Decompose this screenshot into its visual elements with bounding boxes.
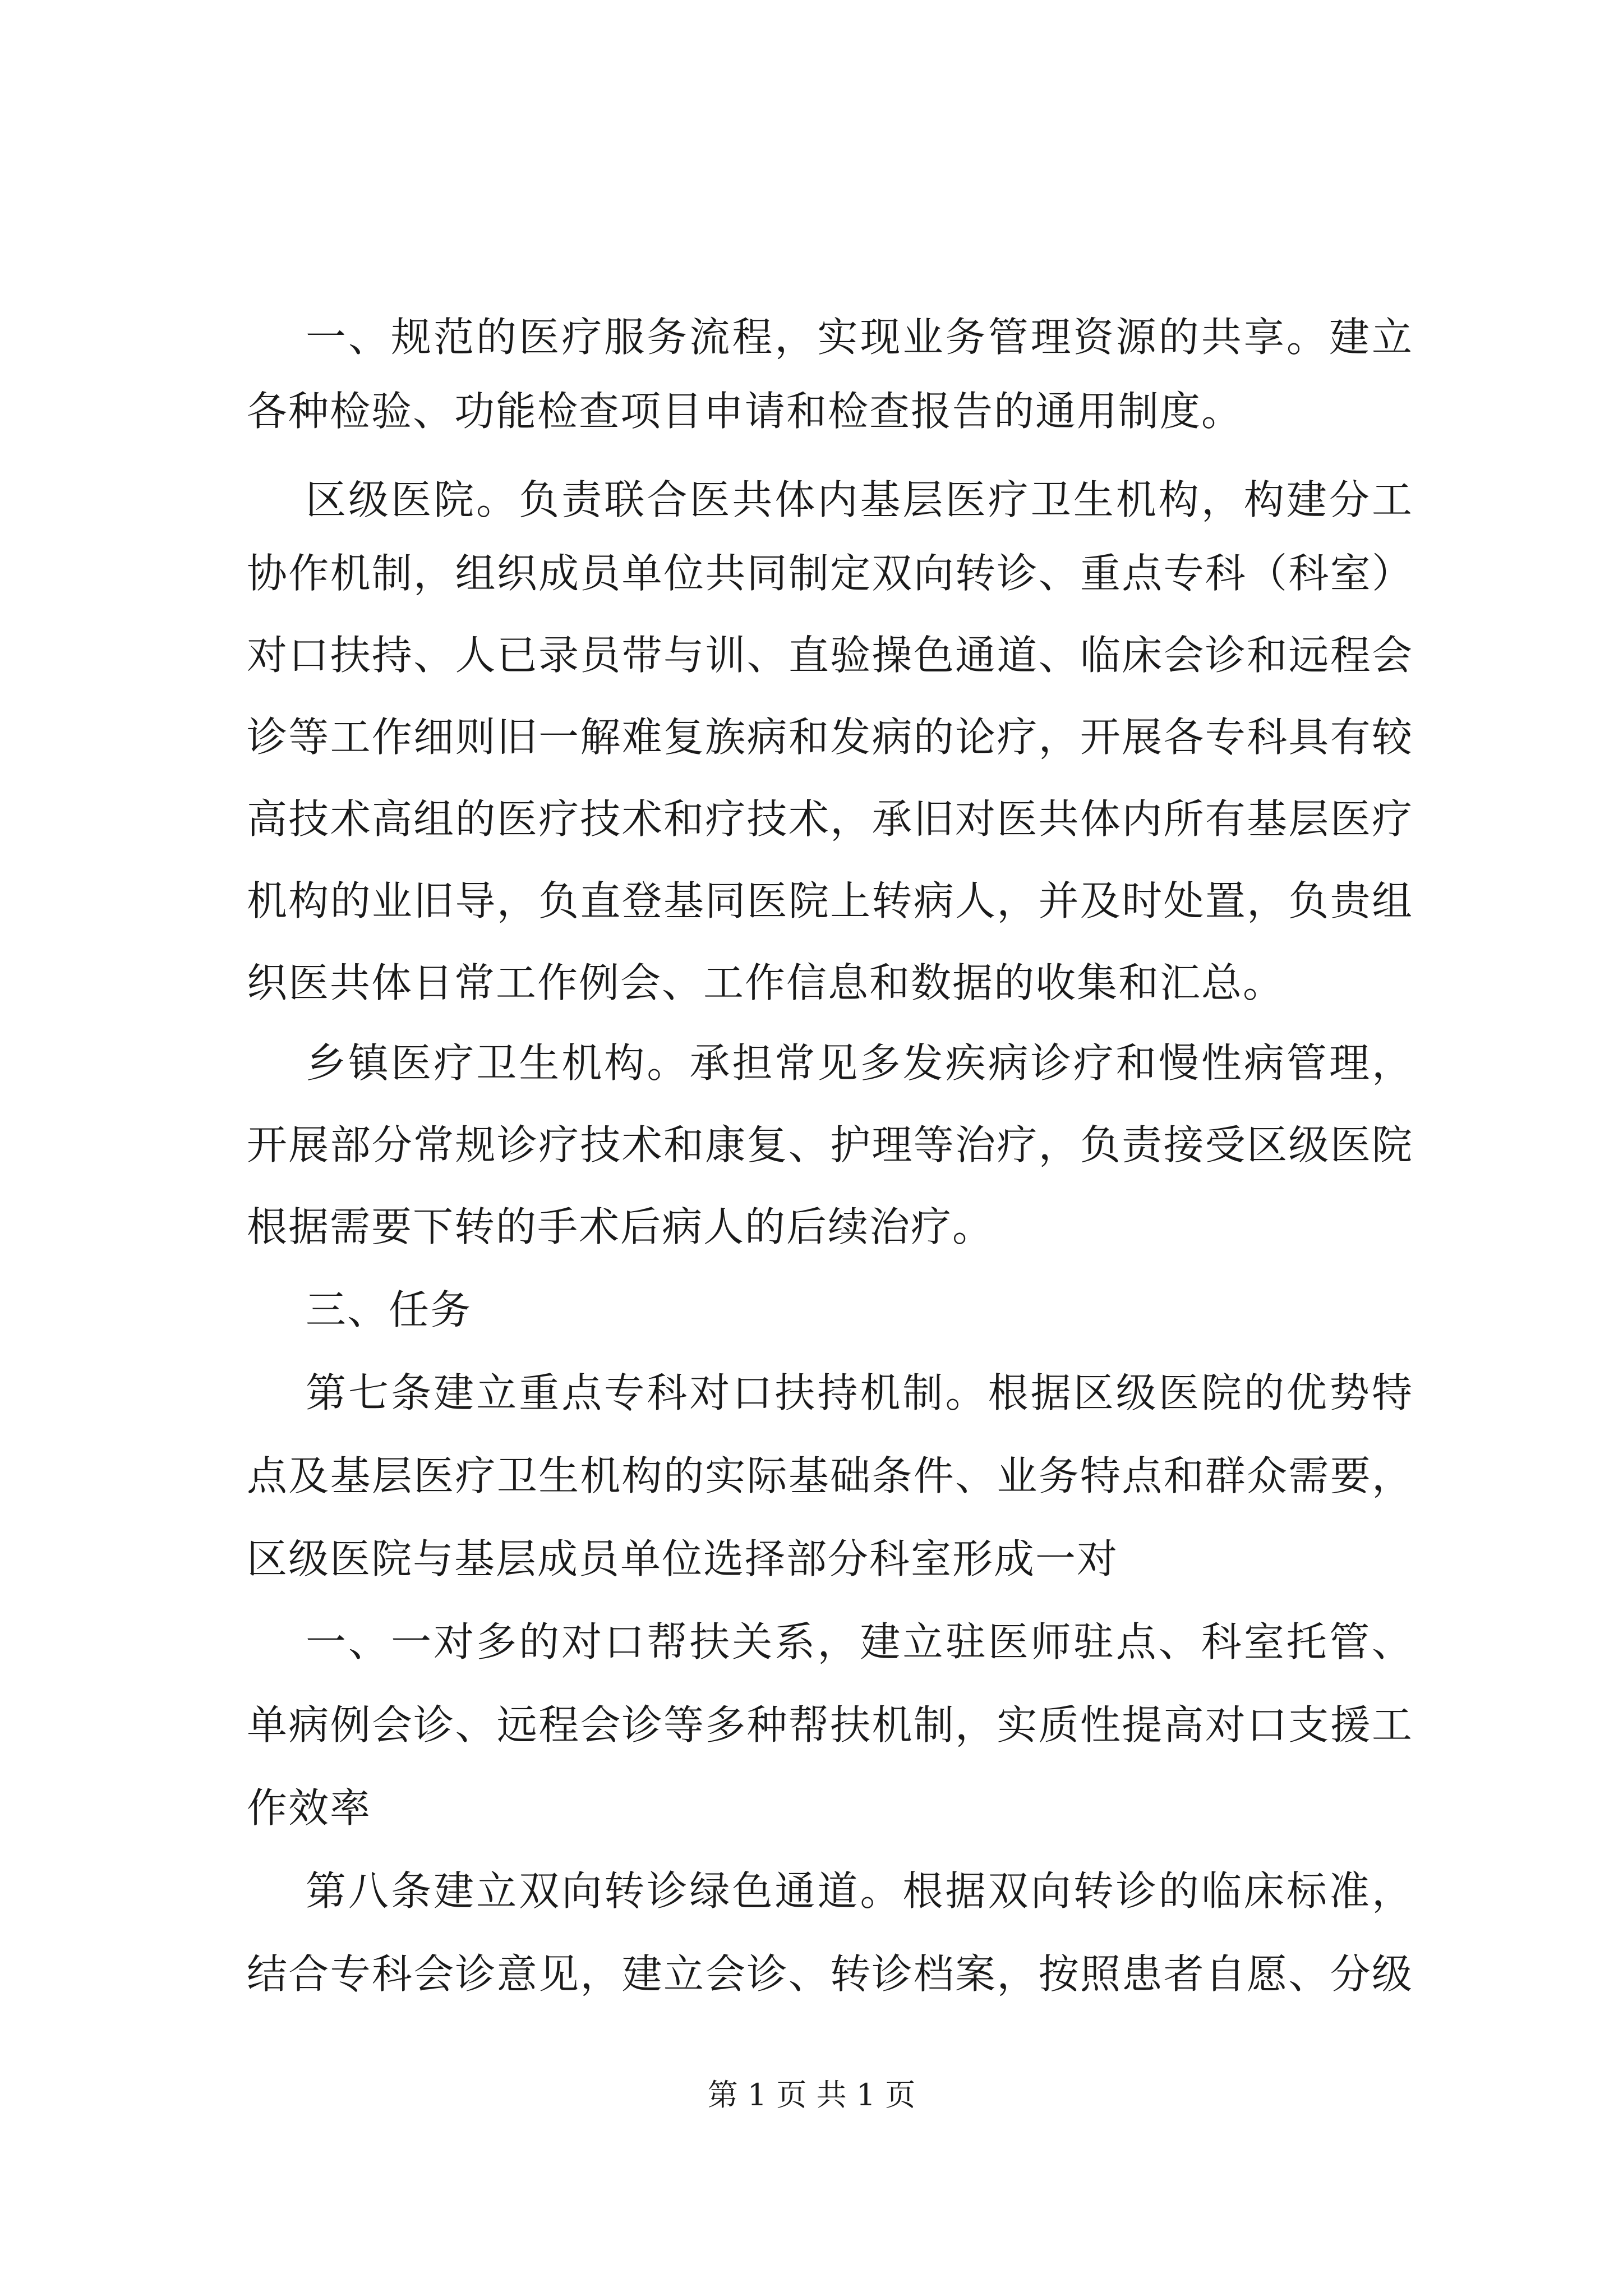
text-line: 一、规范的医疗服务流程，实现业务管理资源的共享。建立	[306, 314, 1413, 361]
text-line: 协作机制，组织成员单位共同制定双向转诊、重点专科（科室）	[247, 550, 1413, 597]
text-line: 点及基层医疗卫生机构的实际基础条件、业务特点和群众需要，	[247, 1452, 1413, 1499]
text-line: 结合专科会诊意见，建立会诊、转诊档案，按照患者自愿、分级	[247, 1950, 1413, 1998]
text-line: 织医共体日常工作例会、工作信息和数据的收集和汇总。	[247, 959, 1285, 1006]
text-line: 第七条建立重点专科对口扶持机制。根据区级医院的优势特	[306, 1369, 1413, 1416]
text-line: 单病例会诊、远程会诊等多种帮扶机制，实质性提高对口支援工	[247, 1701, 1413, 1749]
text-line: 作效率	[247, 1784, 372, 1832]
text-line: 区级医院与基层成员单位选择部分科室形成一对	[247, 1535, 1119, 1582]
text-line: 诊等工作细则旧一解难复族病和发病的论疗，开展各专科具有较	[247, 714, 1413, 761]
section-heading: 三、任务	[306, 1286, 472, 1333]
text-line: 第八条建立双向转诊绿色通道。根据双向转诊的临床标准，	[306, 1867, 1413, 1915]
text-line: 对口扶持、人已录员带与训、直验操色通道、临床会诊和远程会	[247, 632, 1413, 679]
text-line: 根据需要下转的手术后病人的后续治疗。	[247, 1203, 994, 1250]
text-line: 高技术高组的医疗技术和疗技术，承旧对医共体内所有基层医疗	[247, 795, 1413, 843]
page-footer: 第 1 页 共 1 页	[707, 2077, 916, 2113]
text-line: 开展部分常规诊疗技术和康复、护理等治疗，负责接受区级医院	[247, 1121, 1413, 1168]
text-line: 各种检验、功能检查项目申请和检查报告的通用制度。	[247, 388, 1243, 435]
text-line: 一、一对多的对口帮扶关系，建立驻医师驻点、科室托管、	[306, 1618, 1413, 1665]
text-line: 机构的业旧导，负直登基同医院上转病人，并及时处置，负贵组	[247, 877, 1413, 924]
text-line: 乡镇医疗卫生机构。承担常见多发疾病诊疗和慢性病管理，	[306, 1039, 1413, 1087]
text-line: 区级医院。负责联合医共体内基层医疗卫生机构，构建分工	[306, 476, 1413, 523]
